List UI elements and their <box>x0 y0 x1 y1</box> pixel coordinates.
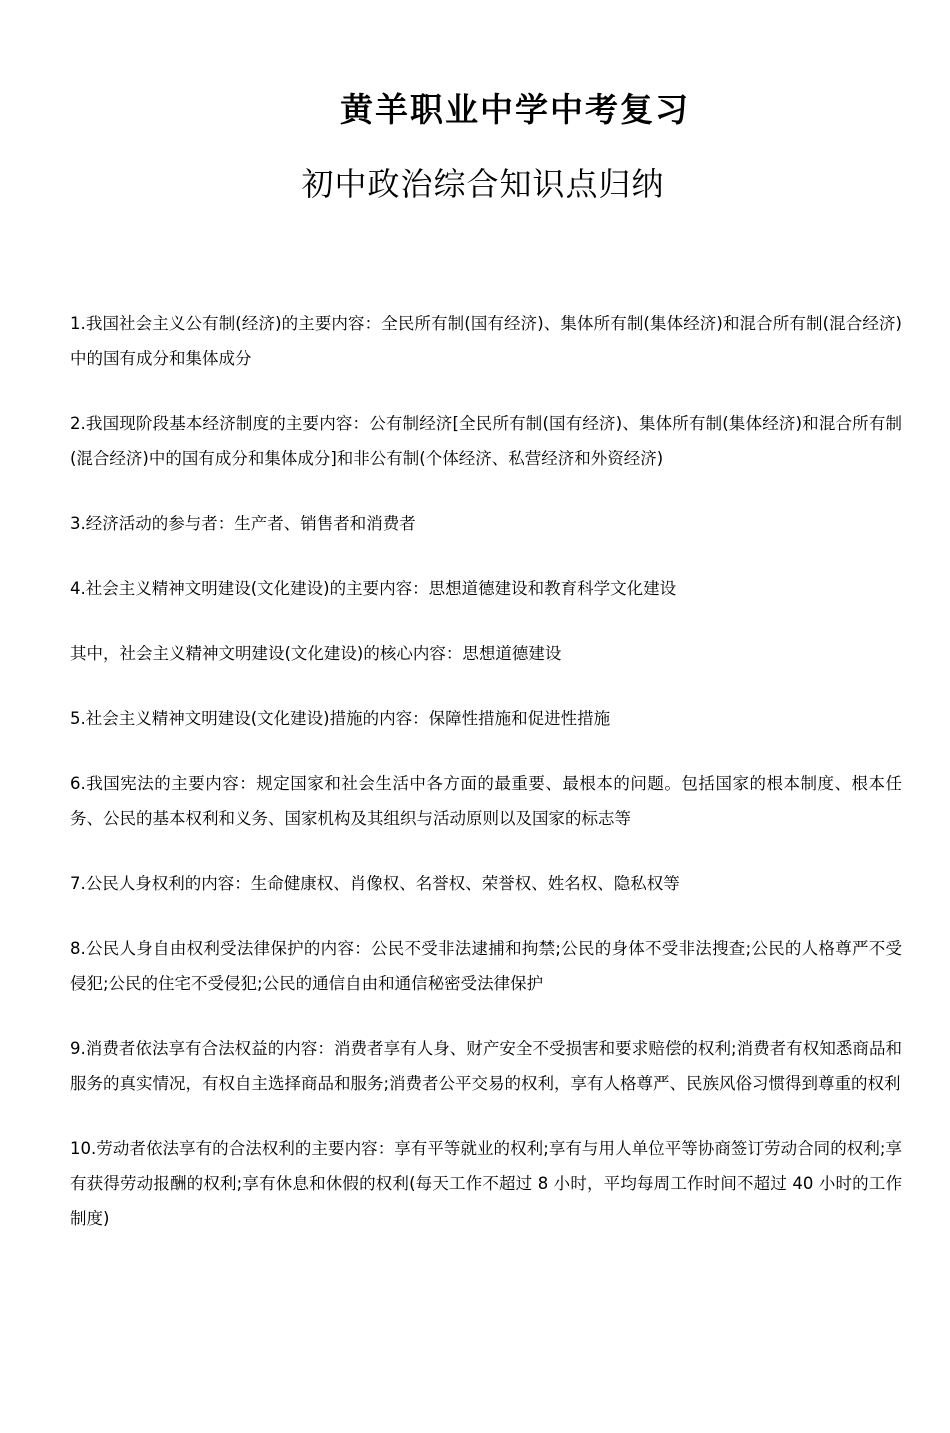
paragraph-4: 4.社会主义精神文明建设(文化建设)的主要内容：思想道德建设和教育科学文化建设 <box>70 579 677 598</box>
document-subtitle: 初中政治综合知识点归纳 <box>301 165 665 203</box>
document-title: 黄羊职业中学中考复习 <box>340 90 690 129</box>
paragraph-5: 5.社会主义精神文明建设(文化建设)措施的内容：保障性措施和促进性措施 <box>70 709 611 728</box>
paragraph-9: 9.消费者依法享有合法权益的内容：消费者享有人身、财产安全不受损害和要求赔偿的权利;消费者有权知悉商品和服务的真实情况，有权自主选择商品和服务;消费者公平交易的权利，享有人格尊严、民族风俗习惯得到尊重的权利 <box>70 1039 902 1093</box>
paragraph-1: 1.我国社会主义公有制(经济)的主要内容：全民所有制(国有经济)、集体所有制(集体经济)和混合所有制(混合经济)中的国有成分和集体成分 <box>70 314 902 368</box>
paragraph-6: 6.我国宪法的主要内容：规定国家和社会生活中各方面的最重要、最根本的问题。包括国家的根本制度、根本任务、公民的基本权利和义务、国家机构及其组织与活动原则以及国家的标志等 <box>70 774 902 828</box>
paragraph-2: 2.我国现阶段基本经济制度的主要内容：公有制经济[全民所有制(国有经济)、集体所有制(集体经济)和混合所有制(混合经济)中的国有成分和集体成分]和非公有制(个体经济、私营经济和外资经济) <box>70 414 902 468</box>
paragraph-10: 10.劳动者依法享有的合法权利的主要内容：享有平等就业的权利;享有与用人单位平等协商签订劳动合同的权利;享有获得劳动报酬的权利;享有休息和休假的权利(每天工作不超过 8 小时，平均每周工作时间不超过 40 小时的工作制度) <box>70 1139 902 1228</box>
paragraph-3: 3.经济活动的参与者：生产者、销售者和消费者 <box>70 514 416 533</box>
document-body <box>70 306 902 1266</box>
paragraph-8: 8.公民人身自由权利受法律保护的内容：公民不受非法逮捕和拘禁;公民的身体不受非法搜查;公民的人格尊严不受侵犯;公民的住宅不受侵犯;公民的通信自由和通信秘密受法律保护 <box>70 939 902 993</box>
paragraph-7: 7.公民人身权利的内容：生命健康权、肖像权、名誉权、荣誉权、姓名权、隐私权等 <box>70 874 680 893</box>
paragraph-4-note: 其中，社会主义精神文明建设(文化建设)的核心内容：思想道德建设 <box>70 644 562 663</box>
